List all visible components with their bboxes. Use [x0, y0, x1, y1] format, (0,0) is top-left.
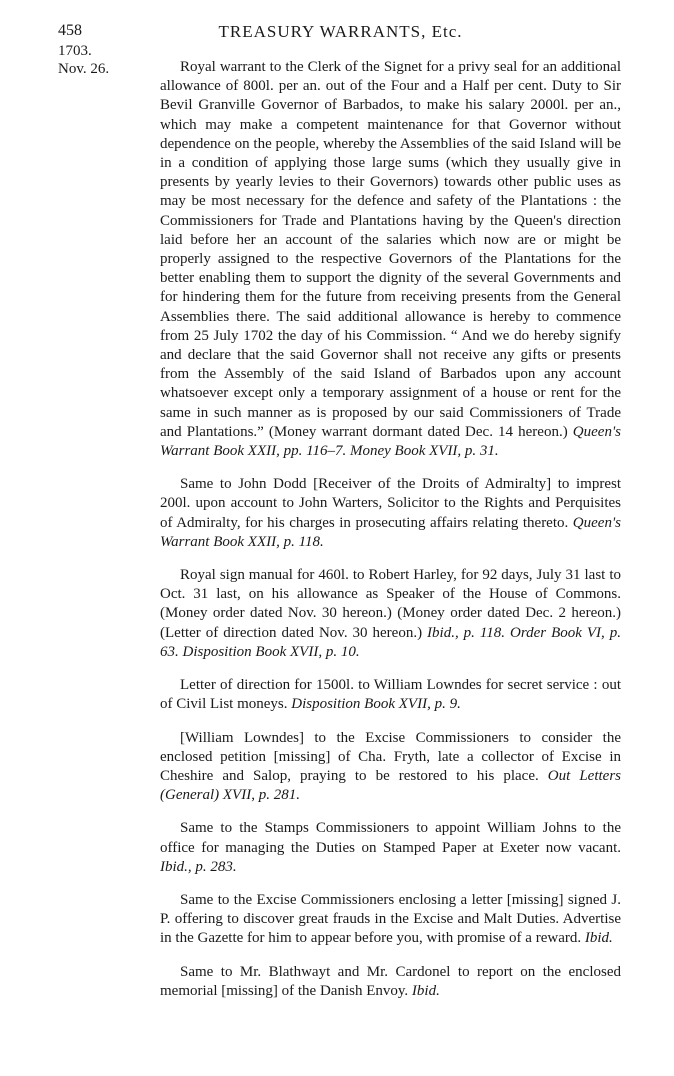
entry-danish-envoy — [160, 963, 621, 1001]
running-head: TREASURY WARRANTS, Etc. — [218, 22, 463, 41]
entry-text: Same to John Dodd [Receiver of the Droits of Admiralty] to imprest 200l. upon account to John Warters, Solicitor to the Rights and Perquisites of Admiralty, for his charges in prosecuting affairs relating thereto. — [160, 476, 621, 531]
entry-robert-harley — [160, 566, 621, 662]
entry-text: Same to the Excise Commissioners enclosing a letter [missing] signed J. P. offering to discover great frauds in the Excise and Malt Duties. Advertise in the Gazette for him to appear before you, with promise of a reward. — [160, 891, 621, 947]
entry-reference: Ibid., p. 118. Order Book VI, p. 63. Disposition Book XVII, p. 10. — [160, 624, 621, 660]
entry-text: Royal sign manual for 460l. to Robert Harley, for 92 days, July 31 last to Oct. 31 last, on his allowance as Speaker of the House of Commons. (Money order dated Nov. 30 hereon.) (Money order dated Dec. 2 hereon.) (Letter of direction dated Nov. 30 hereon.) — [160, 567, 621, 641]
entry-privy-seal-barbados — [160, 58, 621, 461]
entry-reference: Disposition Book XVII, p. 9. — [291, 696, 461, 713]
page-number: 458 — [58, 22, 82, 39]
entry-reference: Out Letters (General) XVII, p. 281. — [160, 767, 622, 804]
margin-date: Nov. 26. — [58, 61, 110, 77]
entry-text: [William Lowndes] to the Excise Commissioners to consider the enclosed petition [missing] of Cha. Fryth, late a collector of Excise in Cheshire and Salop, praying to be restored to his place. — [160, 729, 621, 784]
entry-text: Royal warrant to the Clerk of the Signet for a privy seal for an additional allowance of 800l. per an. out of the Four and a Half per cent. Duty to Sir Bevil Granville Governor of Barbados, to make his salary 2000l. per an., which may make a competent maintenance for that Governor without dependence on the people, whereby the Assemblies of the said Island will be in a condition of applying those large sums (which they usually give in presents by yearly levies to their Governors) towards other public uses as may be most necessary for the defence and safety of the Plantations : the Commissioners for Trade and Plantations having by the Queen's direction laid before her an account of the salaries which now are or might be properly assigned to the respective Governors of the Plantations for the better enabling them to support the dignity of the several Governments and for hindering them for the future from receiving presents from the General Assemblies there. The said additional allowance is hereby to commence from 25 July 1702 the day of his Commission. “ And we do hereby signify and declare that the said Governor shall not receive any gifts or presents from the Assembly of the said Island of Barbados upon any account whatsoever except only a temporary assignment of a house or rent for the same in such manner as is proposed by our said Commissioners of Trade and Plantations.” (Money warrant dormant dated Dec. 14 hereon.) — [160, 59, 621, 440]
entry-text: Same to the Stamps Commissioners to appoint William Johns to the office for managing the Duties on Stamped Paper at Exeter now vacant. — [160, 820, 621, 856]
entry-reference: Queen's Warrant Book XXII, pp. 116–7. Money Book XVII, p. 31. — [160, 423, 621, 460]
entry-text: Letter of direction for 1500l. to William Lowndes for secret service : out of Civil List moneys. — [160, 677, 621, 713]
entry-reference: Queen's Warrant Book XXII, p. 118. — [160, 514, 621, 550]
document-body — [160, 58, 621, 1015]
entry-fryth-petition — [160, 729, 621, 806]
entry-reference: Ibid., p. 283. — [160, 858, 237, 875]
entry-secret-service — [160, 676, 621, 714]
entry-stamps-commissioners — [160, 819, 621, 877]
entry-excise-frauds — [160, 891, 621, 949]
margin-year: 1703. — [58, 43, 92, 59]
entry-john-dodd — [160, 475, 621, 552]
page-header — [58, 22, 623, 42]
entry-reference: Ibid. — [411, 982, 440, 999]
entry-text: Same to Mr. Blathwayt and Mr. Cardonel to report on the enclosed memorial [missing] of the Danish Envoy. — [160, 963, 621, 999]
entry-reference: Ibid. — [584, 930, 613, 947]
